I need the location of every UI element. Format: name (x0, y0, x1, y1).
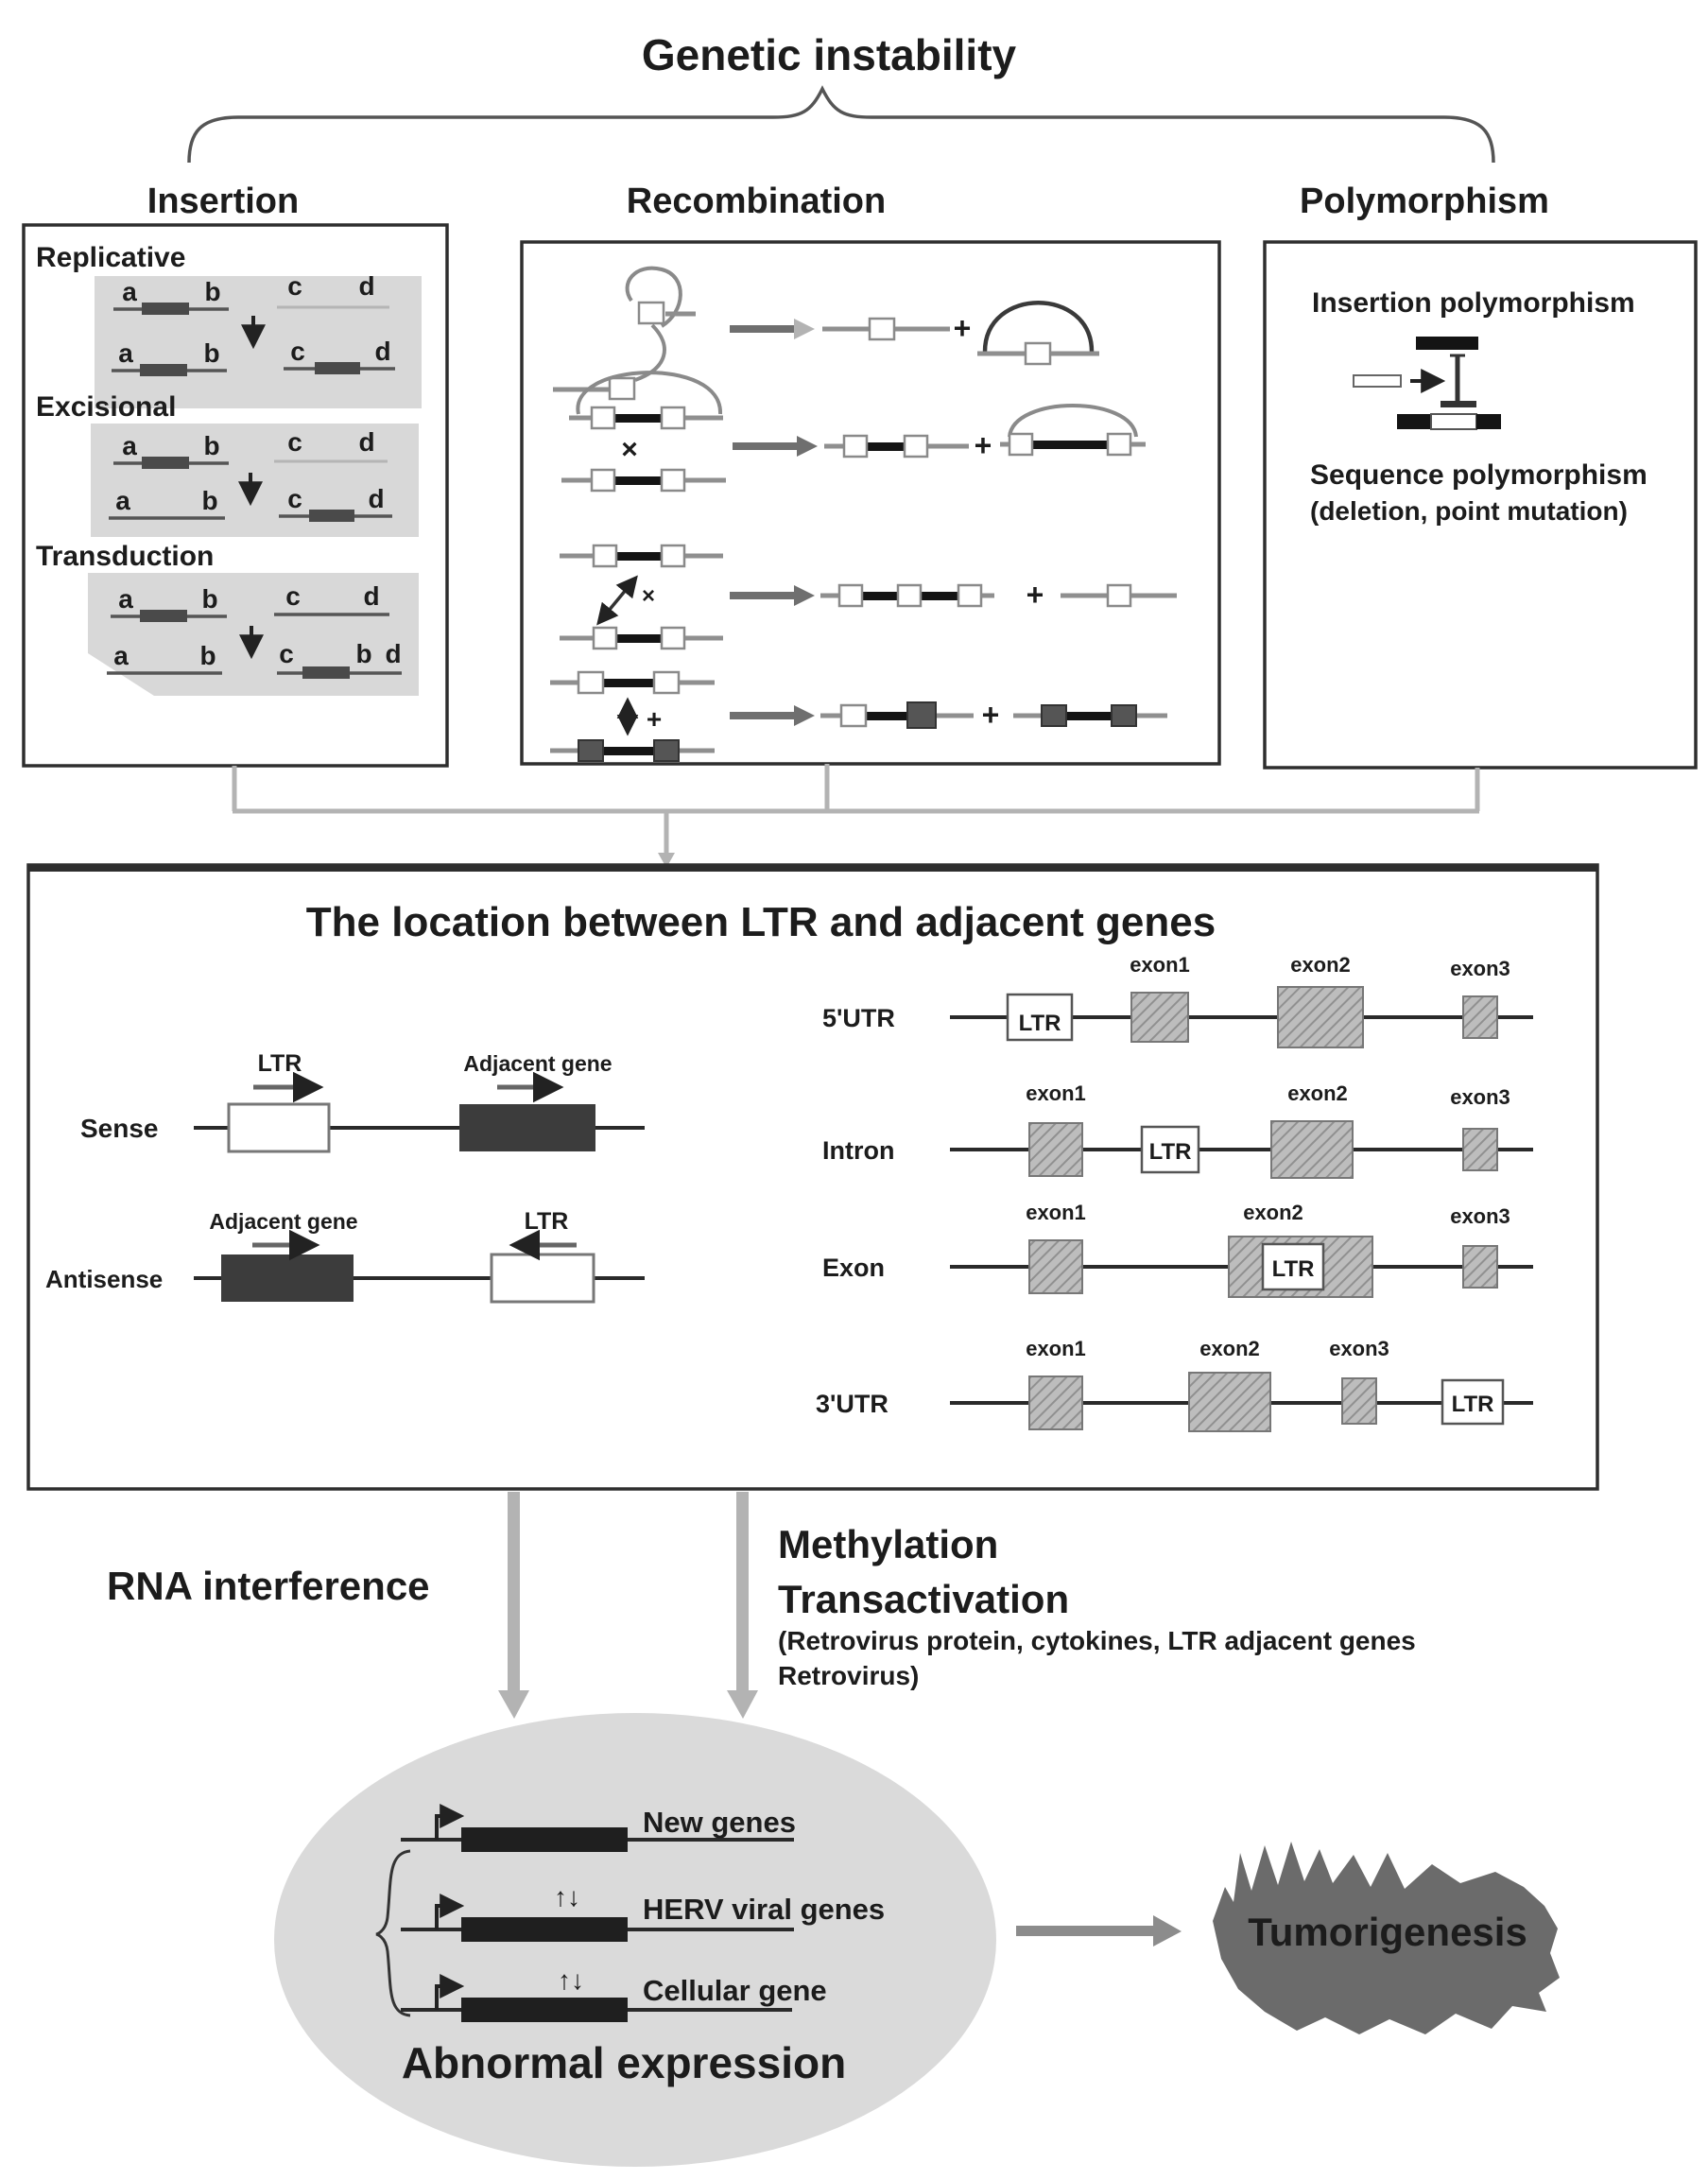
ltr-marker-dark (907, 702, 936, 728)
ltr-marker (662, 407, 684, 428)
arrowhead-icon (794, 585, 815, 606)
provirus-bar (1066, 712, 1112, 720)
marker-d: d (363, 581, 380, 611)
provirus-bar (866, 712, 907, 720)
figure-title: Genetic instability (641, 30, 1017, 79)
exon-box (1029, 1240, 1082, 1293)
up-down-arrows-icon: ↑↓ (554, 1882, 580, 1912)
ltr-box (229, 1104, 329, 1151)
marker-c: c (287, 427, 302, 457)
exon-box (1029, 1376, 1082, 1429)
exon-box (1189, 1373, 1270, 1431)
ltr-marker (592, 407, 614, 428)
outcome-arrowhead-icon (1153, 1915, 1182, 1946)
exon1-label: exon1 (1026, 1201, 1086, 1224)
row-label-intron: Intron (822, 1136, 895, 1165)
abnormal-expression-group (274, 1713, 996, 2167)
row-label-exon: Exon (822, 1254, 886, 1282)
ltr-marker (578, 672, 603, 693)
effects (107, 1492, 1416, 1719)
gene-label-new-genes: New genes (643, 1806, 796, 1839)
abnormal-expression-caption: Abnormal expression (401, 2038, 847, 2087)
marker-a: a (118, 584, 133, 614)
ltr-marker (905, 436, 927, 457)
location-box (28, 865, 1597, 1489)
marker-d: d (358, 271, 375, 301)
insertion-site-base (1441, 401, 1476, 407)
result-flank-left (1397, 414, 1431, 429)
exon2-label: exon2 (1287, 1081, 1348, 1105)
rna-interference-label: RNA interference (107, 1564, 430, 1608)
section-label-replicative: Replicative (36, 242, 186, 273)
ltr-label: LTR (1148, 1139, 1192, 1165)
provirus-bar (921, 592, 958, 600)
ltr-marker (662, 470, 684, 491)
ltr-box (492, 1254, 594, 1302)
marker-d: d (374, 337, 391, 366)
row-label-3utr: 3'UTR (816, 1390, 889, 1418)
section-label-transduction: Transduction (36, 541, 215, 572)
ltr-marker (841, 705, 866, 726)
marker-b: b (203, 338, 220, 368)
exon2-label: exon2 (1243, 1201, 1303, 1224)
marker-a: a (122, 277, 137, 306)
plus-icon: + (981, 698, 1000, 732)
exon2-label: exon2 (1199, 1337, 1260, 1360)
adjacent-gene-label: Adjacent gene (463, 1051, 612, 1076)
tumorigenesis-label: Tumorigenesis (1248, 1910, 1527, 1954)
ltr-marker (898, 585, 921, 606)
arrowhead-icon (797, 436, 818, 457)
marker-a: a (122, 431, 137, 460)
down-arrow-shaft (736, 1492, 749, 1690)
up-down-arrows-icon: ↑↓ (558, 1965, 584, 1995)
plus-icon: + (1026, 578, 1044, 612)
branch-label-recombination: Recombination (626, 182, 887, 221)
ltr-marker (1026, 343, 1050, 364)
exon1-label: exon1 (1026, 1081, 1086, 1105)
ltr-marker-dark (578, 740, 603, 761)
crossover-icon: × (621, 434, 638, 465)
marker-c: c (287, 484, 302, 513)
marker-b: b (204, 277, 221, 306)
ltr-marker (839, 585, 862, 606)
ltr-marker (1108, 585, 1130, 606)
ltr-marker (844, 436, 867, 457)
exon-box (1342, 1378, 1376, 1424)
gene-bar (461, 1827, 628, 1852)
location-title: The location between LTR and adjacent genes (305, 899, 1216, 945)
adjacent-gene-box (459, 1104, 595, 1151)
marker-c: c (290, 337, 305, 366)
plus-icon: + (974, 428, 992, 462)
marker-b: b (201, 584, 218, 614)
provirus-bar (603, 747, 654, 755)
down-arrowhead-icon (498, 1690, 529, 1719)
provirus-bar (1032, 441, 1108, 449)
crossover-arrow (599, 579, 635, 622)
provirus-bar (616, 634, 662, 643)
section-label-excisional: Excisional (36, 391, 177, 423)
exon-box (1278, 987, 1363, 1047)
exon3-label: exon3 (1450, 1085, 1510, 1109)
marker-d: d (358, 427, 375, 457)
ltr-marker (958, 585, 981, 606)
down-arrowhead-icon (727, 1690, 758, 1719)
provirus-segment (142, 303, 189, 315)
ltr-marker (594, 628, 616, 649)
provirus-segment (309, 510, 354, 522)
provirus-segment (315, 362, 360, 374)
insertion-polymorphism-title: Insertion polymorphism (1312, 287, 1635, 319)
marker-a: a (113, 641, 129, 670)
exon-box (1463, 996, 1497, 1038)
marker-a: a (118, 338, 133, 368)
marker-b: b (203, 431, 220, 460)
ltr-marker (654, 672, 679, 693)
provirus-segment (140, 364, 187, 376)
marker-d: d (385, 639, 402, 668)
ltr-marker (1009, 434, 1032, 455)
gene-label-cellular: Cellular gene (643, 1974, 827, 2007)
marker-c: c (285, 581, 301, 611)
outcome-arrow-shaft (1016, 1926, 1153, 1936)
exon1-label: exon1 (1026, 1337, 1086, 1360)
provirus-segment (302, 666, 350, 679)
loop-icon (1009, 406, 1136, 437)
exon3-label: exon3 (1450, 1204, 1510, 1228)
ltr-marker (610, 378, 634, 399)
insertion-box (24, 225, 447, 766)
ltr-marker (594, 545, 616, 566)
plus-icon: + (953, 311, 972, 345)
antisense-label: Antisense (45, 1265, 164, 1293)
exon3-label: exon3 (1450, 957, 1510, 980)
branch-label-polymorphism: Polymorphism (1300, 182, 1549, 221)
arrowhead-icon (794, 705, 815, 726)
recombination-box (522, 242, 1219, 764)
provirus-bar (614, 476, 662, 485)
ltr-marker-dark (1042, 705, 1066, 726)
adjacent-gene-label: Adjacent gene (209, 1209, 358, 1234)
exon-box (1463, 1129, 1497, 1170)
transactivation-detail-2: Retrovirus) (778, 1661, 920, 1690)
gene-bar (461, 1917, 628, 1942)
transactivation-label: Transactivation (778, 1577, 1070, 1621)
provirus-bar (862, 592, 898, 600)
sense-label: Sense (80, 1114, 159, 1143)
ltr-marker (639, 303, 664, 323)
adjacent-gene-box (221, 1254, 354, 1302)
exon-box (1463, 1246, 1497, 1288)
provirus-segment (140, 610, 187, 622)
marker-d: d (368, 484, 385, 513)
ltr-marker (1108, 434, 1130, 455)
arrowhead-icon (794, 319, 815, 339)
result-insert (1431, 414, 1476, 429)
ltr-marker (662, 628, 684, 649)
ltr-label: LTR (1451, 1392, 1494, 1417)
exon-box (1271, 1121, 1353, 1178)
exon3-label: exon3 (1329, 1337, 1389, 1360)
brace-icon (189, 89, 1493, 163)
element-bar (1354, 375, 1401, 387)
marker-b: b (201, 486, 218, 515)
marker-c: c (279, 639, 294, 668)
ltr-label: LTR (1018, 1011, 1061, 1036)
ltr-marker (870, 319, 894, 339)
down-arrow-shaft (508, 1492, 520, 1690)
gene-label-herv: HERV viral genes (643, 1893, 886, 1926)
provirus-bar (616, 552, 662, 561)
connector-lines (233, 764, 1479, 868)
ltr-marker (662, 545, 684, 566)
branch-label-insertion: Insertion (147, 182, 300, 221)
provirus-segment (142, 457, 189, 469)
allele-with-insertion (1416, 337, 1478, 350)
sequence-polymorphism-subtitle: (deletion, point mutation) (1310, 496, 1628, 526)
marker-c: c (287, 271, 302, 301)
ltr-label: LTR (1271, 1256, 1315, 1282)
provirus-bar (603, 679, 654, 687)
header (147, 30, 1549, 221)
polymorphism-box (1265, 242, 1696, 768)
result-flank-right (1476, 414, 1501, 429)
location-box-top-border (28, 865, 1597, 872)
plus-icon: + (646, 704, 663, 734)
marker-b: b (355, 639, 372, 668)
transactivation-detail-1: (Retrovirus protein, cytokines, LTR adjacent genes (778, 1626, 1416, 1655)
row-label-5utr: 5'UTR (822, 1004, 895, 1032)
crossover-icon: × (641, 583, 656, 609)
ltr-marker-dark (1112, 705, 1136, 726)
ltr-marker-dark (654, 740, 679, 761)
provirus-bar (614, 414, 662, 423)
exon1-label: exon1 (1130, 953, 1190, 977)
ltr-label: LTR (257, 1050, 302, 1077)
ltr-marker (592, 470, 614, 491)
ltr-label: LTR (524, 1208, 569, 1235)
outcome-group (1016, 1842, 1560, 2034)
marker-b: b (199, 641, 216, 670)
exon-box (1131, 993, 1188, 1042)
exon2-label: exon2 (1290, 953, 1351, 977)
exon-box (1029, 1123, 1082, 1176)
provirus-bar (867, 442, 905, 451)
gene-bar (461, 1998, 628, 2022)
methylation-label: Methylation (778, 1522, 999, 1566)
marker-a: a (115, 486, 130, 515)
sequence-polymorphism-title: Sequence polymorphism (1310, 459, 1648, 491)
